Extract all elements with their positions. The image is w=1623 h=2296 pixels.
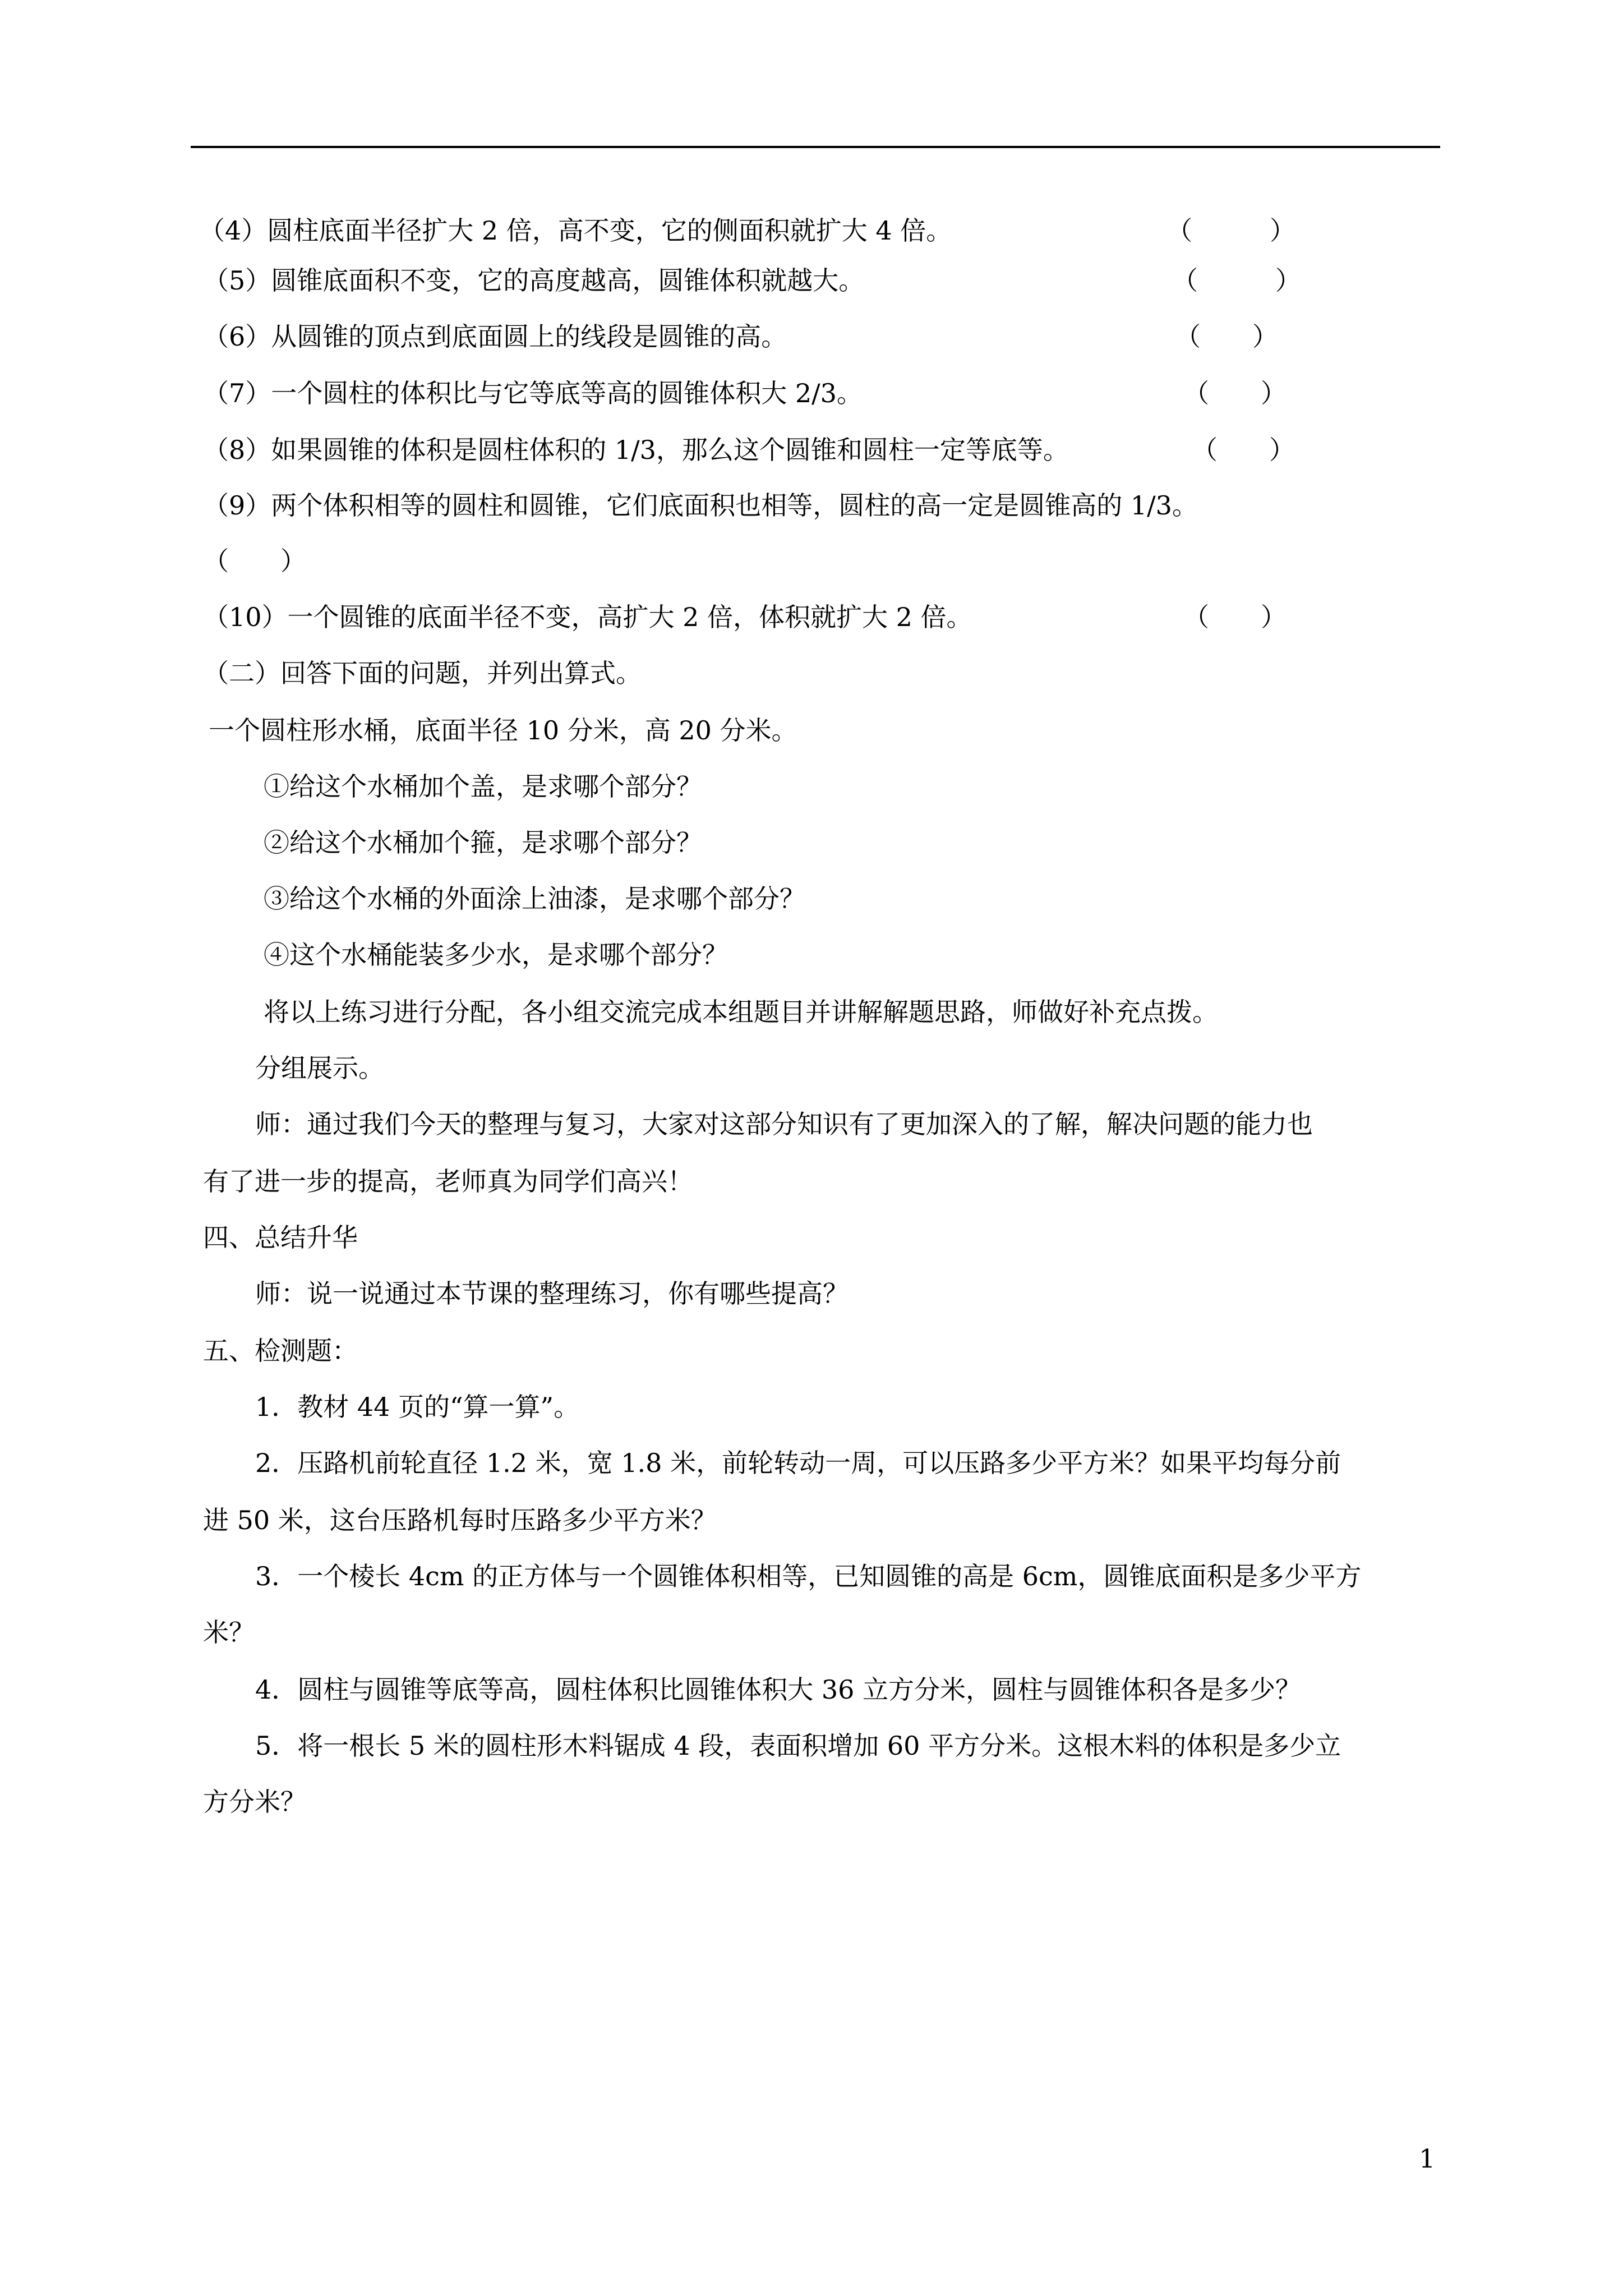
answer-blank-6: （ ） [1175, 321, 1278, 352]
test-item-3-line-1: 3．一个棱长 4cm 的正方体与一个圆锥体积相等，已知圆锥的高是 6cm，圆锥底面积是多少平方 [255, 1561, 1362, 1591]
answer-blank-10: （ ） [1183, 602, 1287, 632]
teacher-summary-line-2: 有了进一步的提高，老师真为同学们高兴！ [203, 1166, 693, 1197]
sub-question-2: ②给这个水桶加个箍，是求哪个部分？ [264, 827, 702, 858]
section-4-heading: 四、总结升华 [203, 1222, 358, 1253]
teacher-summary-line-1: 师：通过我们今天的整理与复习，大家对这部分知识有了更加深入的了解，解决问题的能力也 [255, 1109, 1313, 1139]
section-4-text: 师：说一说通过本节课的整理练习，你有哪些提高？ [255, 1278, 849, 1309]
test-item-5-line-1: 5．将一根长 5 米的圆柱形木料锯成 4 段，表面积增加 60 平方分米。这根木料的体积是多少立 [255, 1731, 1341, 1761]
judgment-item-5: （5）圆锥底面积不变，它的高度越高，圆锥体积就越大。 [203, 265, 865, 296]
answer-blank-9: （ ） [203, 546, 306, 576]
group-show: 分组展示。 [255, 1053, 384, 1083]
answer-blank-5: （ ） [1172, 265, 1301, 296]
problem-intro: 一个圆柱形水桶，底面半径 10 分米，高 20 分米。 [209, 715, 797, 746]
judgment-item-9: （9）两个体积相等的圆柱和圆锥，它们底面积也相等，圆柱的高一定是圆锥高的 1/3。 [203, 490, 1198, 521]
sub-question-1: ①给这个水桶加个盖，是求哪个部分？ [264, 771, 702, 802]
test-item-2-line-1: 2．压路机前轮直径 1.2 米，宽 1.8 米，前轮转动一周，可以压路多少平方米？如果平均每分前 [255, 1448, 1341, 1478]
judgment-item-7: （7）一个圆柱的体积比与它等底等高的圆锥体积大 2/3。 [203, 378, 863, 408]
test-item-2-line-2: 进 50 米，这台压路机每时压路多少平方米？ [203, 1505, 717, 1535]
answer-blank-4: （ ） [1166, 215, 1295, 246]
header-rule [191, 146, 1440, 148]
answer-blank-8: （ ） [1192, 435, 1295, 465]
judgment-item-10: （10）一个圆锥的底面半径不变，高扩大 2 倍，体积就扩大 2 倍。 [203, 602, 972, 632]
test-item-5-line-2: 方分米？ [203, 1787, 306, 1817]
judgment-item-6: （6）从圆锥的顶点到底面圆上的线段是圆锥的高。 [203, 321, 787, 352]
judgment-item-8: （8）如果圆锥的体积是圆柱体积的 1/3，那么这个圆锥和圆柱一定等底等。 [203, 435, 1069, 465]
judgment-item-4: （4）圆柱底面半径扩大 2 倍，高不变，它的侧面积就扩大 4 倍。 [199, 215, 952, 246]
test-item-1: 1．教材 44 页的“算一算”。 [255, 1392, 580, 1422]
assign-text: 将以上练习进行分配，各小组交流完成本组题目并讲解解题思路，师做好补充点拨。 [264, 997, 1218, 1027]
test-item-4: 4．圆柱与圆锥等底等高，圆柱体积比圆锥体积大 36 立方分米，圆柱与圆锥体积各是多少？ [255, 1674, 1302, 1705]
section-5-heading: 五、检测题： [203, 1336, 358, 1366]
section-2-heading: （二）回答下面的问题，并列出算式。 [203, 658, 642, 688]
answer-blank-7: （ ） [1183, 378, 1287, 408]
sub-question-4: ④这个水桶能装多少水，是求哪个部分？ [264, 940, 728, 970]
page-number: 1 [1419, 2143, 1436, 2174]
sub-question-3: ③给这个水桶的外面涂上油漆，是求哪个部分？ [264, 884, 805, 914]
test-item-3-line-2: 米？ [203, 1617, 255, 1648]
